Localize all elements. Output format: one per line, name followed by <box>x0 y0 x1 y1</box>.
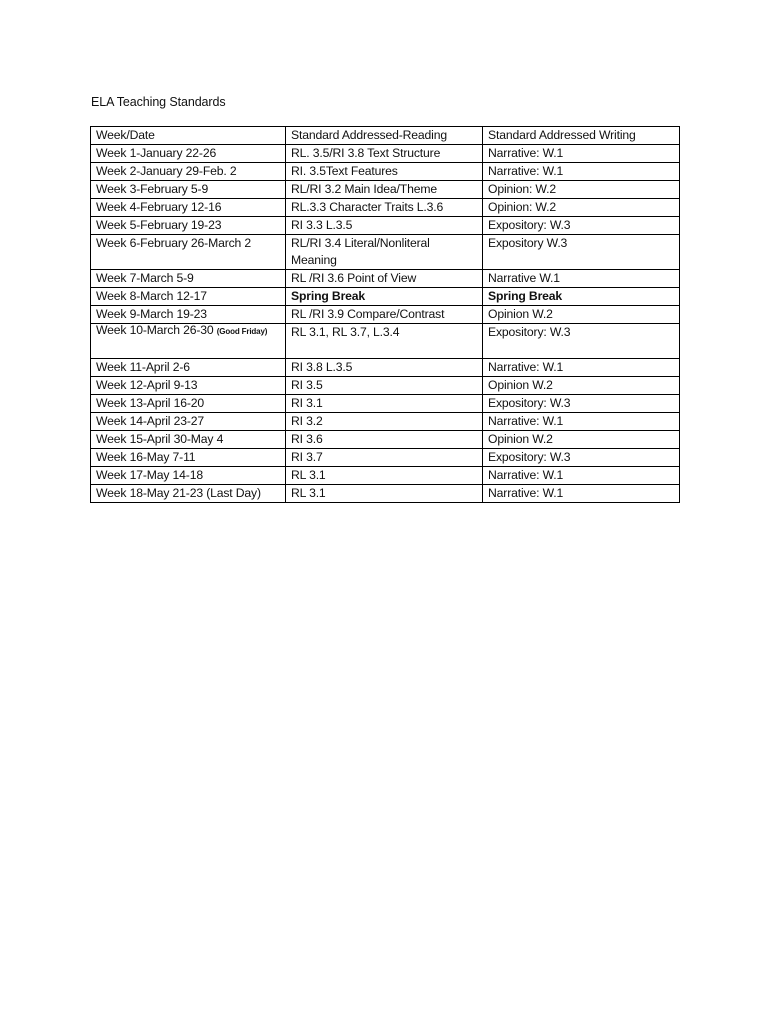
table-row <box>91 163 680 181</box>
cell-reading: RL 3.1 <box>286 467 483 485</box>
cell-reading: RI 3.6 <box>286 431 483 449</box>
cell-week: Week 12-April 9-13 <box>91 377 286 395</box>
table-row <box>91 485 680 503</box>
standards-table <box>90 126 680 503</box>
cell-writing: Expository: W.3 <box>483 217 680 235</box>
cell-reading: RL.3.3 Character Traits L.3.6 <box>286 199 483 217</box>
cell-writing: Narrative: W.1 <box>483 485 680 503</box>
cell-writing: Expository W.3 <box>483 235 680 270</box>
table-row <box>91 306 680 324</box>
table-row <box>91 235 680 270</box>
cell-reading: RL. 3.5/RI 3.8 Text Structure <box>286 145 483 163</box>
table-row <box>91 431 680 449</box>
cell-week: Week 18-May 21-23 (Last Day) <box>91 485 286 503</box>
week-label: Week 10-March 26-30 <box>96 323 214 337</box>
table-row <box>91 359 680 377</box>
cell-week: Week 8-March 12-17 <box>91 288 286 306</box>
cell-week: Week 7-March 5-9 <box>91 270 286 288</box>
cell-reading: RL/RI 3.4 Literal/Nonliteral Meaning <box>286 235 483 270</box>
cell-week: Week 13-April 16-20 <box>91 395 286 413</box>
table-row <box>91 270 680 288</box>
cell-week: Week 15-April 30-May 4 <box>91 431 286 449</box>
table-row <box>91 145 680 163</box>
cell-reading: RL /RI 3.6 Point of View <box>286 270 483 288</box>
header-week-date: Week/Date <box>91 127 286 145</box>
table-row <box>91 217 680 235</box>
cell-week: Week 14-April 23-27 <box>91 413 286 431</box>
cell-writing: Spring Break <box>483 288 680 306</box>
document-title: ELA Teaching Standards <box>91 95 226 109</box>
cell-week: Week 11-April 2-6 <box>91 359 286 377</box>
cell-writing: Opinion: W.2 <box>483 181 680 199</box>
cell-reading: RL/RI 3.2 Main Idea/Theme <box>286 181 483 199</box>
cell-reading: RL 3.1, RL 3.7, L.3.4 <box>286 324 483 359</box>
cell-reading: RI 3.5 <box>286 377 483 395</box>
cell-reading: RI. 3.5Text Features <box>286 163 483 181</box>
cell-reading: RI 3.3 L.3.5 <box>286 217 483 235</box>
header-reading: Standard Addressed-Reading <box>286 127 483 145</box>
table-header-row <box>91 127 680 145</box>
cell-reading: RI 3.8 L.3.5 <box>286 359 483 377</box>
cell-writing: Narrative: W.1 <box>483 145 680 163</box>
week-note: (Good Friday) <box>216 327 268 336</box>
table-row <box>91 199 680 217</box>
table-row <box>91 288 680 306</box>
cell-week: Week 3-February 5-9 <box>91 181 286 199</box>
table-row <box>91 449 680 467</box>
cell-reading: RI 3.2 <box>286 413 483 431</box>
cell-writing: Expository: W.3 <box>483 395 680 413</box>
cell-writing: Opinion W.2 <box>483 431 680 449</box>
cell-writing: Opinion W.2 <box>483 377 680 395</box>
cell-reading: Spring Break <box>286 288 483 306</box>
cell-writing: Narrative: W.1 <box>483 467 680 485</box>
cell-writing: Narrative: W.1 <box>483 359 680 377</box>
table-row <box>91 395 680 413</box>
cell-week: Week 9-March 19-23 <box>91 306 286 324</box>
cell-writing: Expository: W.3 <box>483 449 680 467</box>
cell-reading: RL 3.1 <box>286 485 483 503</box>
table-row <box>91 377 680 395</box>
cell-week: Week 1-January 22-26 <box>91 145 286 163</box>
cell-reading: RI 3.1 <box>286 395 483 413</box>
cell-week: Week 2-January 29-Feb. 2 <box>91 163 286 181</box>
cell-reading: RI 3.7 <box>286 449 483 467</box>
cell-writing: Opinion: W.2 <box>483 199 680 217</box>
cell-writing: Narrative W.1 <box>483 270 680 288</box>
header-writing: Standard Addressed Writing <box>483 127 680 145</box>
cell-writing: Opinion W.2 <box>483 306 680 324</box>
cell-week: Week 6-February 26-March 2 <box>91 235 286 270</box>
table-row <box>91 467 680 485</box>
cell-week: Week 4-February 12-16 <box>91 199 286 217</box>
table-row <box>91 324 680 359</box>
cell-writing: Narrative: W.1 <box>483 413 680 431</box>
cell-week <box>91 324 286 359</box>
cell-week: Week 5-February 19-23 <box>91 217 286 235</box>
cell-writing: Expository: W.3 <box>483 324 680 359</box>
table-row <box>91 181 680 199</box>
cell-writing: Narrative: W.1 <box>483 163 680 181</box>
cell-reading: RL /RI 3.9 Compare/Contrast <box>286 306 483 324</box>
table-row <box>91 413 680 431</box>
cell-week: Week 16-May 7-11 <box>91 449 286 467</box>
cell-week: Week 17-May 14-18 <box>91 467 286 485</box>
